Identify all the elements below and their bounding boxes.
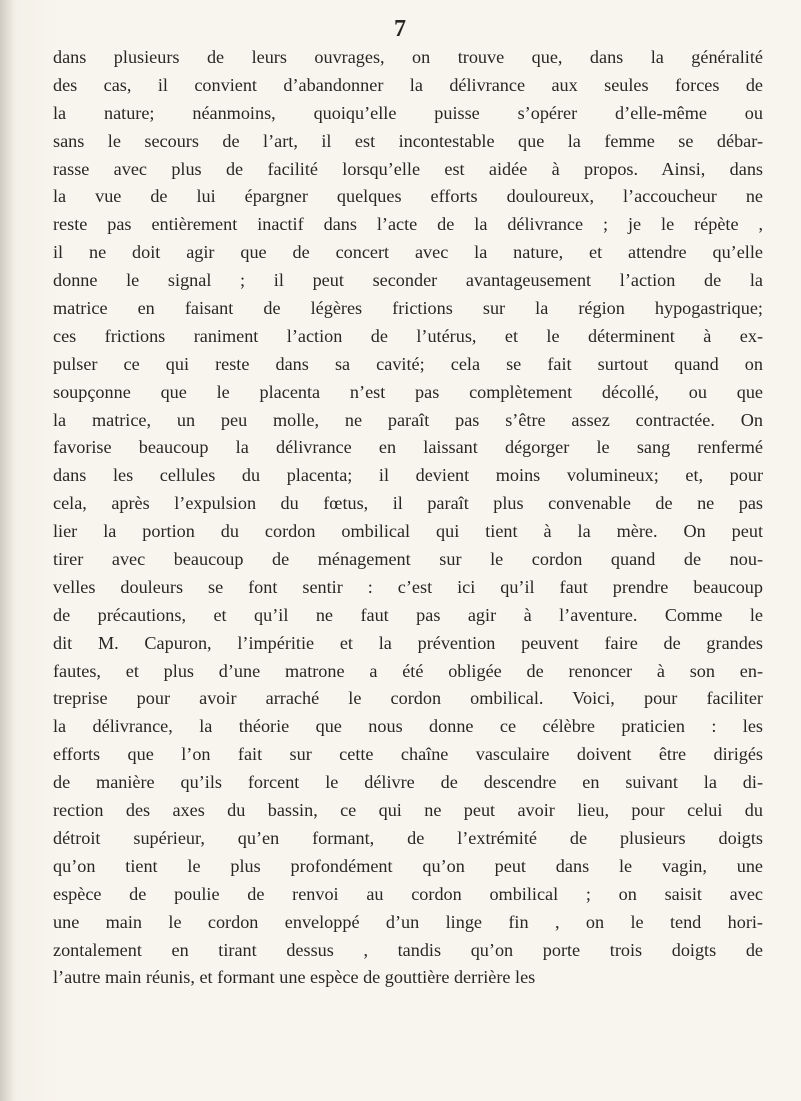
text-line: l’autre main réunis, et formant une espèce de gouttière derrière les [53,967,536,988]
text-line: la nature; néanmoins, quoiqu’elle puisse s’opérer d’elle-même ou [53,102,763,123]
text-line: velles douleurs se font sentir : c’est ici qu’il faut prendre beaucoup [53,576,763,597]
text-line: ces frictions raniment l’action de l’utérus, et le déterminent à ex- [53,325,763,346]
text-line: des cas, il convient d’abandonner la délivrance aux seules forces de [53,74,763,95]
text-line: de manière qu’ils forcent le délivre de descendre en suivant la di- [53,772,763,793]
text-line: lier la portion du cordon ombilical qui tient à la mère. On peut [53,521,763,542]
text-line: détroit supérieur, qu’en formant, de l’extrémité de plusieurs doigts [53,827,763,848]
text-line: pulser ce qui reste dans sa cavité; cela se fait surtout quand on [53,353,763,374]
text-line: la délivrance, la théorie que nous donne ce célèbre praticien : les [53,716,763,737]
text-line: de précautions, et qu’il ne faut pas agir à l’aventure. Comme le [53,604,763,625]
text-line: qu’on tient le plus profondément qu’on peut dans le vagin, une [53,855,763,876]
text-line: une main le cordon enveloppé d’un linge fin , on le tend hori- [53,911,763,932]
text-line: fautes, et plus d’une matrone a été obligée de renoncer à son en- [53,660,763,681]
text-line: dans plusieurs de leurs ouvrages, on trouve que, dans la généralité [53,47,763,67]
text-line: treprise pour avoir arraché le cordon ombilical. Voici, pour faciliter [53,688,763,709]
text-line: favorise beaucoup la délivrance en laissant dégorger le sang renfermé [53,437,763,458]
binding-shadow [0,0,14,1101]
text-line: tirer avec beaucoup de ménagement sur le cordon quand de nou- [53,549,763,570]
text-line: rasse avec plus de facilité lorsqu’elle est aidée à propos. Ainsi, dans [53,158,763,179]
text-line: matrice en faisant de légères frictions sur la région hypogastrique; [53,298,763,319]
text-line: dans les cellules du placenta; il devient moins volumineux; et, pour [53,465,763,486]
text-line: zontalement en tirant dessus , tandis qu’on porte trois doigts de [53,939,763,960]
text-line: cela, après l’expulsion du fœtus, il paraît plus convenable de ne pas [53,493,763,514]
text-line: dit M. Capuron, l’impéritie et la prévention peuvent faire de grandes [53,632,763,653]
text-line: sans le secours de l’art, il est incontestable que la femme se débar- [53,130,763,151]
text-line: la vue de lui épargner quelques efforts douloureux, l’accoucheur ne [53,186,763,207]
text-line: donne le signal ; il peut seconder avantageusement l’action de la [53,270,763,291]
text-line: il ne doit agir que de concert avec la nature, et attendre qu’elle [53,242,763,263]
text-line: soupçonne que le placenta n’est pas complètement décollé, ou que [53,381,763,402]
text-line: reste pas entièrement inactif dans l’acte de la délivrance ; je le répète , [53,214,763,235]
body-text [53,44,763,992]
page-number: 7 [394,16,407,42]
text-line: efforts que l’on fait sur cette chaîne vasculaire doivent être dirigés [53,744,763,765]
text-line: espèce de poulie de renvoi au cordon ombilical ; on saisit avec [53,883,763,904]
text-line: la matrice, un peu molle, ne paraît pas s’être assez contractée. On [53,409,763,430]
text-line: rection des axes du bassin, ce qui ne peut avoir lieu, pour celui du [53,800,763,821]
